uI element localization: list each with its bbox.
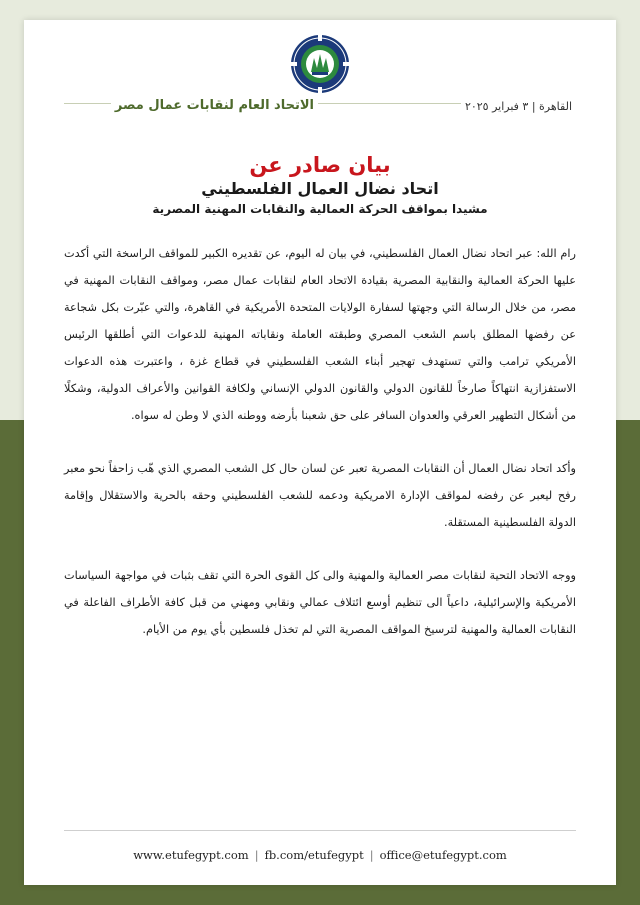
statement-body (64, 240, 576, 669)
statement-page (24, 20, 616, 885)
title-subtitle: مشيدا بمواقف الحركة العمالية والنقابات المهنية المصرية (152, 202, 488, 216)
website-link[interactable]: www.etufegypt.com (133, 848, 249, 862)
paragraph: رام الله: عبر اتحاد نضال العمال الفلسطيني، في بيان له اليوم، عن تقديره الكبير للمواقف الراسخة التي أكدت عليها الحركة العمالية والنقابية المصرية بقيادة الاتحاد العام لنقابات عمال مصر، ومواقف النقابات المهنية في مصر، من خلال الرسالة التي وجهتها لسفارة الولايات المتحدة الأمريكية في القاهرة، والتي عبّرت بكل شجاعة عن رفضها المطلق باسم الشعب المصري وطبقته العاملة ونقاباته المهنية للدعوات التي أطلقها الرئيس الأمريكي ترامب والتي تستهدف تهجير أبناء الشعب الفلسطيني في قطاع غزة ، واعتبرت هذه الدعوات الاستفزازية انتهاكاً صارخاً للقانون الدولي والقانون الدولي الإنساني ولكافة القوانين والأعراف الدولية، وشكلًا من أشكال التطهير العرقي والعدوان السافر على حق شعبنا بأرضه ووطنه الذي لا وطن له سواه. (64, 247, 576, 422)
statement-title (24, 152, 616, 218)
title-issuer: اتحاد نضال العمال الفلسطيني (201, 179, 439, 198)
title-issued-by: بيان صادر عن (249, 153, 391, 177)
email-link[interactable]: office@etufegypt.com (379, 848, 507, 862)
footer-separator: | (254, 848, 259, 862)
footer-contacts (24, 848, 616, 862)
facebook-link[interactable]: fb.com/etufegypt (264, 848, 364, 862)
dateline: القاهرة | ٣ فبراير ٢٠٢٥ (461, 100, 576, 113)
paragraph: ووجه الاتحاد التحية لنقابات مصر العمالية والمهنية والى كل القوى الحرة التي تقف بثبات في مواجهة السياسات الأمريكية والإسرائيلية، داعياً الى تنظيم أوسع ائتلاف عمالي ونقابي ومهني من قبل كافة الأطراف الفاعلة في النقابات العمالية والمهنية لترسيخ المواقف المصرية التي لم تخذل فلسطين بأي يوم من الأيام. (64, 569, 576, 636)
footer-divider (64, 830, 576, 831)
organization-name: الاتحاد العام لنقابات عمال مصر (111, 98, 318, 113)
paragraph: وأكد اتحاد نضال العمال أن النقابات المصرية تعبر عن لسان حال كل الشعب المصري الذي هّب زاحفاً نحو معبر رفح ليعبر عن رفضه لمواقف الإدارة الامريكية ودعمه للشعب الفلسطيني وحقه بالحرية والاستقلال وإقامة الدولة الفلسطينية المستقلة. (64, 462, 576, 529)
footer-separator: | (369, 848, 374, 862)
union-emblem-logo (290, 34, 350, 94)
